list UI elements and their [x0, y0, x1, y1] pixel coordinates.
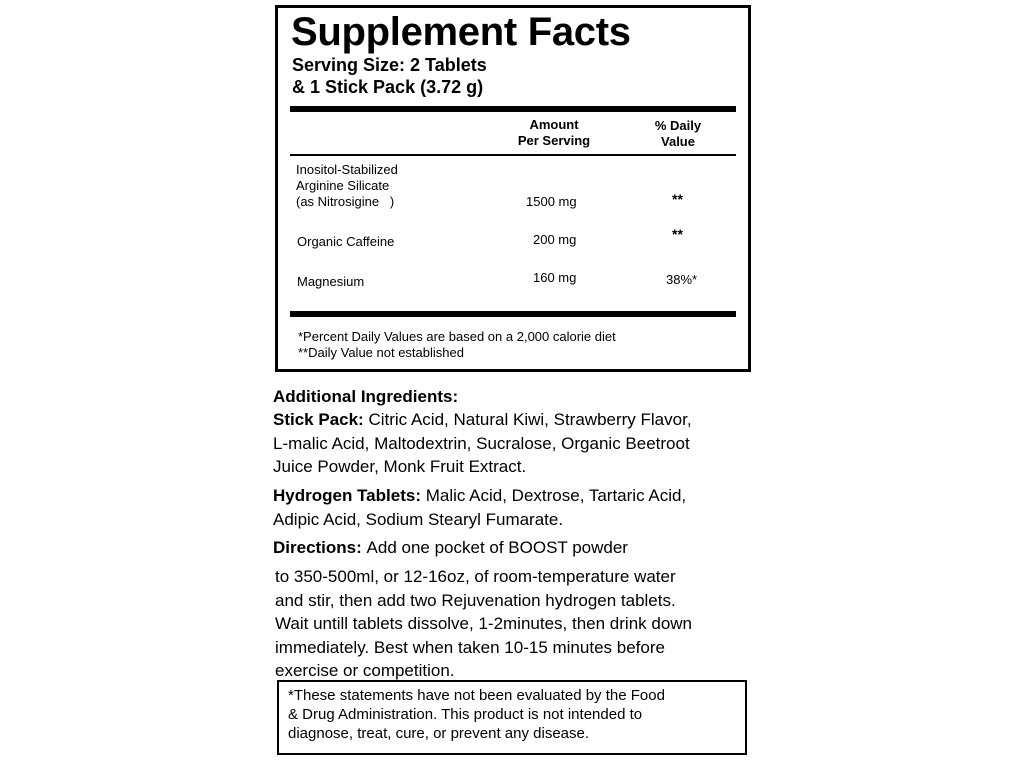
column-header-amount-line-2: Per Serving	[517, 133, 591, 148]
nutrient-daily-value: **	[672, 191, 683, 207]
disclaimer-line: & Drug Administration. This product is not intended to	[288, 706, 643, 723]
fda-disclaimer	[288, 686, 665, 743]
nutrient-amount: 200 mg	[533, 232, 577, 247]
thick-rule-top	[290, 106, 736, 112]
directions-label: Directions:	[273, 538, 362, 557]
thin-rule-header	[290, 154, 736, 156]
thick-rule-bottom	[290, 311, 736, 317]
directions-line: Add one pocket of BOOST powder	[361, 538, 628, 557]
column-header-dv-line-2: Value	[661, 134, 695, 149]
ingredients-line: Juice Powder, Monk Fruit Extract.	[273, 457, 527, 476]
additional-ingredients-heading	[273, 385, 458, 409]
nutrient-amount: 160 mg	[533, 270, 577, 285]
serving-line-2: & 1 Stick Pack (3.72 g)	[292, 77, 484, 97]
nutrient-name-organic-caffeine: Organic Caffeine	[297, 234, 395, 249]
nutrient-name-line: Inositol-Stabilized	[296, 162, 398, 177]
ingredients-line: Adipic Acid, Sodium Stearyl Fumarate.	[273, 509, 564, 529]
directions-line: immediately. Best when taken 10-15 minutes before	[275, 637, 665, 657]
column-header-amount	[494, 117, 614, 149]
directions-line: and stir, then add two Rejuvenation hydrogen tablets.	[275, 590, 676, 610]
disclaimer-line: *These statements have not been evaluated by the Food	[288, 687, 665, 704]
ingredients-line: Citric Acid, Natural Kiwi, Strawberry Flavor,	[363, 410, 692, 429]
nutrient-name-line: Arginine Silicate	[296, 178, 390, 193]
column-header-dv-line-1: % Daily	[654, 118, 702, 133]
column-header-amount-line-1: Amount	[529, 117, 579, 132]
directions-line: to 350-500ml, or 12-16oz, of room-temperature water	[275, 567, 676, 586]
hydrogen-tablets-ingredients	[273, 484, 686, 531]
ingredients-line: L-malic Acid, Maltodextrin, Sucralose, Organic Beetroot	[273, 433, 690, 453]
nutrient-daily-value: 38%*	[666, 272, 698, 287]
footnote-percent-dv: *Percent Daily Values are based on a 2,000 calorie diet	[298, 329, 616, 344]
ingredients-line: Malic Acid, Dextrose, Tartaric Acid,	[420, 486, 687, 505]
stick-pack-label: Stick Pack:	[273, 410, 364, 429]
nutrient-amount: 1500 mg	[526, 194, 577, 209]
footnote-dv-not-established: **Daily Value not established	[298, 345, 464, 360]
column-header-daily-value	[628, 118, 728, 150]
stick-pack-ingredients	[273, 408, 692, 479]
serving-size	[292, 54, 487, 98]
additional-ingredients-label: Additional Ingredients:	[273, 387, 459, 406]
serving-line-1: Serving Size: 2 Tablets	[292, 55, 487, 75]
panel-title: Supplement Facts	[291, 10, 631, 54]
nutrient-name-magnesium: Magnesium	[297, 274, 365, 289]
disclaimer-line: diagnose, treat, cure, or prevent any disease.	[288, 725, 590, 742]
directions	[273, 536, 628, 560]
nutrient-daily-value: **	[672, 226, 683, 242]
directions-line: Wait untill tablets dissolve, 1-2minutes, then drink down	[275, 614, 693, 633]
nutrient-name-arginine-silicate	[296, 162, 398, 210]
directions-line: exercise or competition.	[275, 661, 455, 680]
nutrient-name-line: (as Nitrosigine )	[296, 194, 395, 209]
directions-body	[275, 565, 692, 683]
hydrogen-tablets-label: Hydrogen Tablets:	[273, 486, 421, 505]
